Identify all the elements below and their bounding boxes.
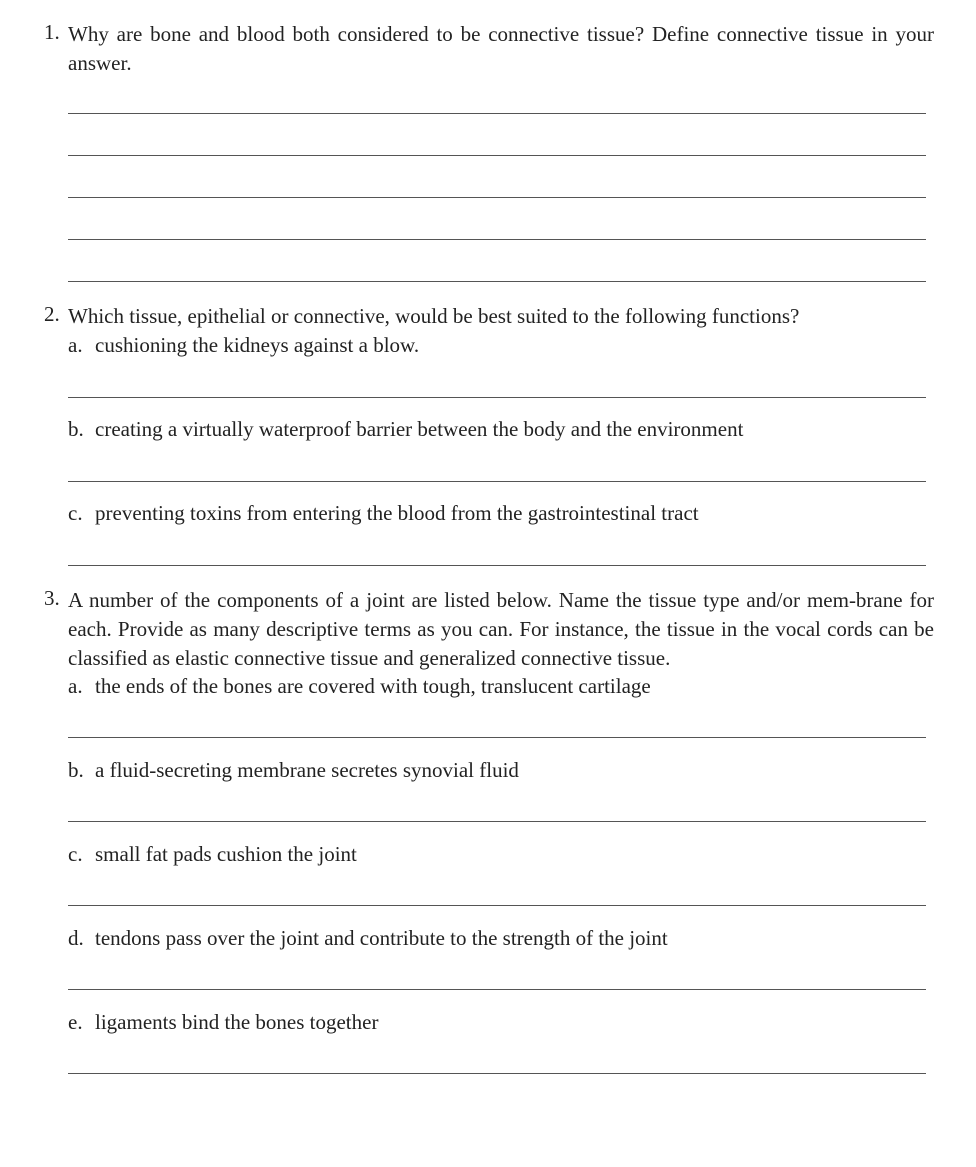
question-2-part-c (68, 499, 928, 528)
question-text: Which tissue, epithelial or connective, would be best suited to the following functions? (68, 304, 800, 328)
question-2-part-a (68, 331, 928, 360)
part-text: cushioning the kidneys against a blow. (95, 333, 420, 357)
answer-line[interactable] (68, 197, 926, 198)
part-letter: b. (68, 758, 84, 782)
part-text: a fluid-secreting membrane secretes synovial fluid (95, 758, 519, 782)
answer-line[interactable] (68, 281, 926, 282)
part-letter: d. (68, 926, 84, 950)
question-3-part-e (68, 1008, 928, 1037)
part-letter: a. (68, 674, 83, 698)
question-text: Why are bone and blood both considered to be connective tissue? Define connective tissue in your answer. (68, 22, 934, 75)
question-1 (44, 20, 934, 78)
part-letter: c. (68, 501, 83, 525)
question-2-part-b (68, 415, 928, 444)
question-2 (44, 302, 934, 331)
question-number: 1. (44, 20, 60, 44)
answer-line[interactable] (68, 821, 926, 822)
part-text: tendons pass over the joint and contribute to the strength of the joint (95, 926, 668, 950)
part-letter: c. (68, 842, 83, 866)
answer-line[interactable] (68, 155, 926, 156)
answer-line[interactable] (68, 239, 926, 240)
part-text: the ends of the bones are covered with tough, translucent cartilage (95, 674, 651, 698)
question-3 (44, 586, 934, 673)
answer-line[interactable] (68, 481, 926, 482)
part-letter: b. (68, 417, 84, 441)
answer-line[interactable] (68, 397, 926, 398)
answer-line[interactable] (68, 737, 926, 738)
question-3-part-d (68, 924, 928, 953)
answer-line[interactable] (68, 989, 926, 990)
question-3-part-a (68, 672, 928, 701)
part-text: creating a virtually waterproof barrier between the body and the environment (95, 417, 744, 441)
answer-line[interactable] (68, 113, 926, 114)
part-text: small fat pads cushion the joint (95, 842, 357, 866)
part-letter: e. (68, 1010, 83, 1034)
part-text: preventing toxins from entering the blood from the gastrointestinal tract (95, 501, 699, 525)
part-text: ligaments bind the bones together (95, 1010, 379, 1034)
question-number: 2. (44, 302, 60, 326)
answer-line[interactable] (68, 1073, 926, 1074)
question-number: 3. (44, 586, 60, 610)
part-letter: a. (68, 333, 83, 357)
question-3-part-b (68, 756, 928, 785)
question-3-part-c (68, 840, 928, 869)
question-text: A number of the components of a joint are listed below. Name the tissue type and/or mem-brane for each. Provide as many descriptive terms as you can. For instance, the tissue in the vocal cords can be classified as elastic connective tissue and generalized connective tissue. (68, 588, 934, 670)
answer-line[interactable] (68, 905, 926, 906)
answer-line[interactable] (68, 565, 926, 566)
